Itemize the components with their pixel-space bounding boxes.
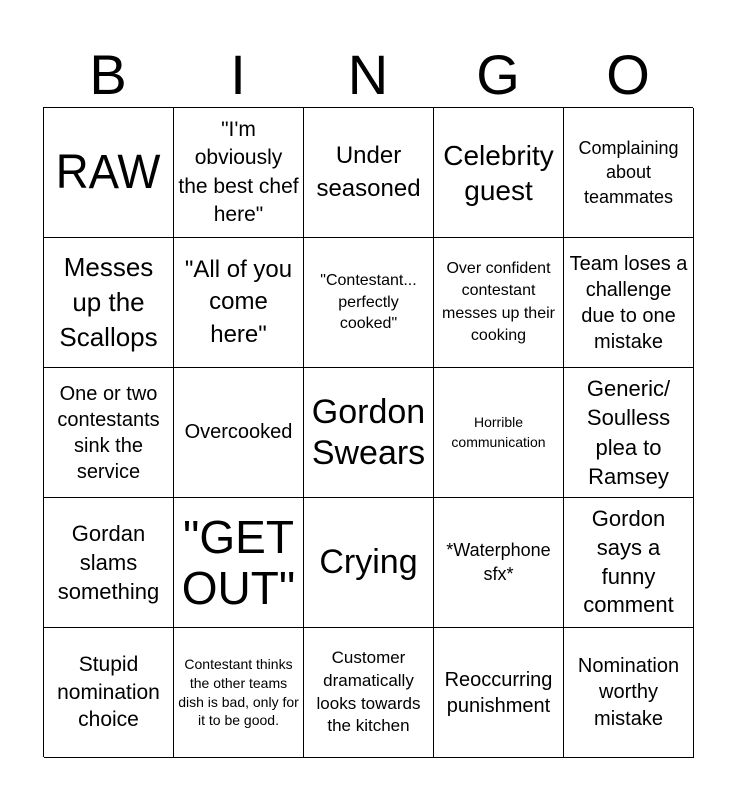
bingo-cell-r4-c5[interactable]	[564, 498, 694, 628]
bingo-cell-r2-c1[interactable]	[44, 238, 174, 368]
cell-text: Gordon says a funny comment	[583, 506, 674, 618]
header-letter-o: O	[606, 43, 650, 106]
cell-text: Complaining about teammates	[578, 138, 679, 207]
cell-text: RAW	[56, 145, 161, 199]
bingo-cell-r4-c2[interactable]	[174, 498, 304, 628]
bingo-cell-r5-c1[interactable]	[44, 628, 174, 758]
bingo-cell-r2-c3[interactable]	[304, 238, 434, 368]
cell-text: Stupid nomination choice	[57, 652, 160, 732]
cell-text: One or two contestants sink the service	[57, 382, 160, 483]
bingo-cell-r3-c2[interactable]	[174, 368, 304, 498]
bingo-cell-r3-c4[interactable]	[434, 368, 564, 498]
cell-text: Contestant thinks the other teams dish is bad, only for it to be good.	[178, 655, 299, 729]
bingo-cell-r1-c1[interactable]	[44, 108, 174, 238]
bingo-cell-r5-c2[interactable]	[174, 628, 304, 758]
cell-text: Crying	[319, 543, 418, 582]
cell-text: "All of you come here"	[184, 255, 293, 348]
bingo-cell-r1-c3[interactable]	[304, 108, 434, 238]
bingo-grid	[43, 107, 693, 757]
cell-text: Team loses a challenge due to one mistake	[569, 252, 688, 353]
header-letter-n: N	[347, 43, 389, 106]
bingo-cell-r2-c4[interactable]	[434, 238, 564, 368]
bingo-cell-r1-c2[interactable]	[174, 108, 304, 238]
cell-text: Nomination worthy mistake	[577, 654, 680, 730]
header-letter-b: B	[89, 43, 127, 106]
cell-text: Gordon Swears	[311, 392, 426, 472]
cell-text: Reoccurring punishment	[444, 668, 553, 717]
bingo-cell-r5-c4[interactable]	[434, 628, 564, 758]
cell-text: Messes up the Scallops	[59, 251, 158, 353]
cell-text: "Contestant... perfectly cooked"	[320, 272, 417, 333]
bingo-cell-r4-c3[interactable]	[304, 498, 434, 628]
cell-text: Generic/ Soulless plea to Ramsey	[586, 376, 671, 489]
bingo-cell-r4-c4[interactable]	[434, 498, 564, 628]
cell-text: Under seasoned	[316, 142, 421, 202]
cell-text: Overcooked	[184, 421, 293, 444]
cell-text: *Waterphone sfx*	[446, 540, 551, 584]
bingo-cell-r5-c3[interactable]	[304, 628, 434, 758]
header-letter-i: I	[230, 43, 246, 106]
bingo-cell-r1-c4[interactable]	[434, 108, 564, 238]
cell-text: Over confident contestant messes up their cooking	[442, 259, 555, 344]
bingo-cell-r2-c2[interactable]	[174, 238, 304, 368]
cell-text: "I'm obviously the best chef here"	[178, 117, 299, 226]
cell-text: Horrible communication	[451, 413, 546, 450]
cell-text: Gordan slams something	[57, 520, 160, 605]
bingo-cell-r3-c5[interactable]	[564, 368, 694, 498]
bingo-header	[43, 42, 693, 108]
header-letter-g: G	[476, 43, 520, 106]
cell-text: "GET OUT"	[181, 510, 296, 614]
cell-text: Customer dramatically looks towards the kitchen	[316, 647, 421, 736]
bingo-cell-r3-c1[interactable]	[44, 368, 174, 498]
bingo-cell-r2-c5[interactable]	[564, 238, 694, 368]
bingo-cell-r5-c5[interactable]	[564, 628, 694, 758]
cell-text: Celebrity guest	[443, 139, 554, 206]
bingo-cell-r1-c5[interactable]	[564, 108, 694, 238]
bingo-cell-r3-c3[interactable]	[304, 368, 434, 498]
bingo-cell-r4-c1[interactable]	[44, 498, 174, 628]
